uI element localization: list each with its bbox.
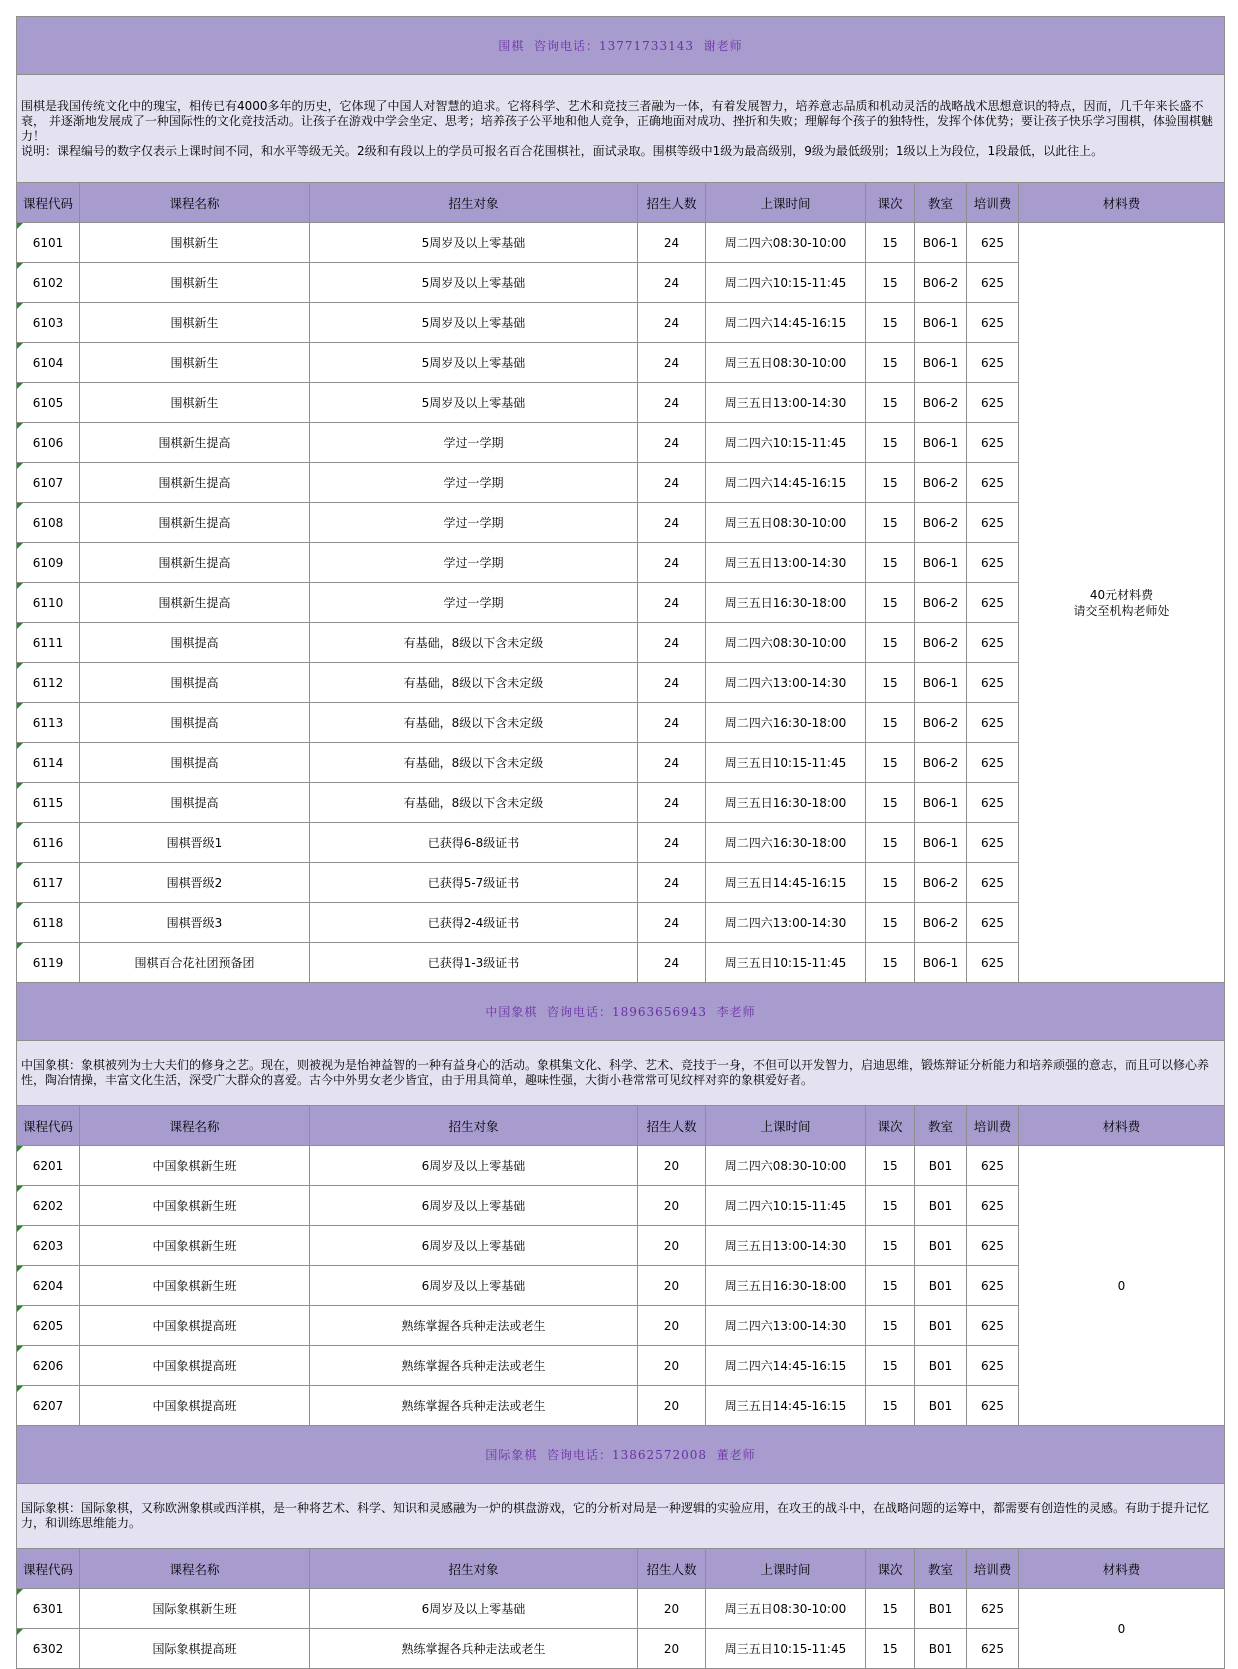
session-count-cell: 15 — [866, 583, 915, 623]
course-name-cell: 围棋新生提高 — [80, 543, 310, 583]
tuition-fee-cell: 625 — [967, 1589, 1019, 1629]
enroll-target-cell: 熟练掌握各兵种走法或老生 — [310, 1386, 638, 1426]
section-title-row — [17, 983, 1225, 1041]
enroll-count-cell: 20 — [638, 1629, 706, 1669]
section-title-row — [17, 1426, 1225, 1484]
course-code-cell: 6116 — [17, 823, 80, 863]
session-count-cell: 15 — [866, 943, 915, 983]
enroll-count-cell: 24 — [638, 423, 706, 463]
course-name-cell: 围棋提高 — [80, 743, 310, 783]
class-time-cell: 周二四六08:30-10:00 — [706, 623, 866, 663]
column-header: 招生人数 — [638, 1549, 706, 1589]
course-code-cell: 6112 — [17, 663, 80, 703]
course-name-cell: 中国象棋提高班 — [80, 1386, 310, 1426]
tuition-fee-cell: 625 — [967, 1146, 1019, 1186]
section-description-row — [17, 1041, 1225, 1106]
tuition-fee-cell: 625 — [967, 463, 1019, 503]
class-time-cell: 周三五日10:15-11:45 — [706, 943, 866, 983]
enroll-target-cell: 熟练掌握各兵种走法或老生 — [310, 1346, 638, 1386]
course-code-cell: 6111 — [17, 623, 80, 663]
class-time-cell: 周三五日14:45-16:15 — [706, 1386, 866, 1426]
course-name-cell: 围棋晋级1 — [80, 823, 310, 863]
session-count-cell: 15 — [866, 1186, 915, 1226]
session-count-cell: 15 — [866, 1266, 915, 1306]
column-header: 培训费 — [967, 1549, 1019, 1589]
enroll-count-cell: 24 — [638, 303, 706, 343]
column-header: 材料费 — [1019, 1106, 1225, 1146]
course-name-cell: 中国象棋新生班 — [80, 1186, 310, 1226]
enroll-target-cell: 学过一学期 — [310, 583, 638, 623]
course-code-cell: 6103 — [17, 303, 80, 343]
enroll-target-cell: 已获得2-4级证书 — [310, 903, 638, 943]
course-code-cell: 6301 — [17, 1589, 80, 1629]
tuition-fee-cell: 625 — [967, 263, 1019, 303]
course-name-cell: 围棋提高 — [80, 623, 310, 663]
enroll-target-cell: 5周岁及以上零基础 — [310, 223, 638, 263]
session-count-cell: 15 — [866, 1146, 915, 1186]
column-header: 培训费 — [967, 183, 1019, 223]
tuition-fee-cell: 625 — [967, 743, 1019, 783]
column-header: 上课时间 — [706, 1106, 866, 1146]
table-row — [17, 1589, 1225, 1629]
session-count-cell: 15 — [866, 663, 915, 703]
class-time-cell: 周二四六14:45-16:15 — [706, 303, 866, 343]
enroll-count-cell: 24 — [638, 343, 706, 383]
course-name-cell: 围棋新生提高 — [80, 583, 310, 623]
enroll-count-cell: 20 — [638, 1589, 706, 1629]
enroll-count-cell: 20 — [638, 1306, 706, 1346]
column-header: 教室 — [915, 183, 967, 223]
tuition-fee-cell: 625 — [967, 343, 1019, 383]
column-header: 招生人数 — [638, 183, 706, 223]
table-row — [17, 223, 1225, 263]
column-header: 课程名称 — [80, 1549, 310, 1589]
course-code-cell: 6109 — [17, 543, 80, 583]
course-name-cell: 围棋新生 — [80, 223, 310, 263]
section-title: 国际象棋 咨询电话：13862572008 董老师 — [17, 1426, 1225, 1484]
tuition-fee-cell: 625 — [967, 1346, 1019, 1386]
enroll-target-cell: 6周岁及以上零基础 — [310, 1146, 638, 1186]
enroll-target-cell: 有基础，8级以下含未定级 — [310, 623, 638, 663]
course-code-cell: 6114 — [17, 743, 80, 783]
class-time-cell: 周三五日13:00-14:30 — [706, 1226, 866, 1266]
classroom-cell: B06-1 — [915, 303, 967, 343]
enroll-count-cell: 24 — [638, 783, 706, 823]
table-row — [17, 1146, 1225, 1186]
description-paragraph: 围棋是我国传统文化中的瑰宝，相传已有4000多年的历史，它体现了中国人对智慧的追求。它将科学、艺术和竞技三者融为一体，有着发展智力，培养意志品质和机动灵活的战略战术思想意识的特点，因而，几千年来长盛不衰， 并逐渐地发展成了一种国际性的文化竞技活动。让孩子在游戏中学会坐定、思考；培养孩子公平地和他人竞争，正确地面对成功、挫折和失败；理解每个孩子的独特性，发挥个体优势；要让孩子快乐学习围棋，体验围棋魅力！ — [21, 98, 1213, 143]
enroll-target-cell: 6周岁及以上零基础 — [310, 1226, 638, 1266]
course-name-cell: 国际象棋提高班 — [80, 1629, 310, 1669]
course-name-cell: 围棋新生提高 — [80, 463, 310, 503]
class-time-cell: 周二四六13:00-14:30 — [706, 1306, 866, 1346]
tuition-fee-cell: 625 — [967, 663, 1019, 703]
classroom-cell: B06-2 — [915, 863, 967, 903]
enroll-count-cell: 24 — [638, 823, 706, 863]
course-name-cell: 围棋晋级2 — [80, 863, 310, 903]
classroom-cell: B06-2 — [915, 383, 967, 423]
course-code-cell: 6205 — [17, 1306, 80, 1346]
enroll-target-cell: 学过一学期 — [310, 543, 638, 583]
section-description — [17, 1041, 1225, 1106]
course-code-cell: 6101 — [17, 223, 80, 263]
column-header: 教室 — [915, 1549, 967, 1589]
class-time-cell: 周三五日08:30-10:00 — [706, 503, 866, 543]
classroom-cell: B06-1 — [915, 823, 967, 863]
tuition-fee-cell: 625 — [967, 583, 1019, 623]
classroom-cell: B06-1 — [915, 943, 967, 983]
tuition-fee-cell: 625 — [967, 1186, 1019, 1226]
session-count-cell: 15 — [866, 223, 915, 263]
course-table — [16, 16, 1225, 1669]
course-name-cell: 围棋新生 — [80, 383, 310, 423]
session-count-cell: 15 — [866, 263, 915, 303]
column-header: 培训费 — [967, 1106, 1019, 1146]
column-header: 课程名称 — [80, 1106, 310, 1146]
course-code-cell: 6206 — [17, 1346, 80, 1386]
session-count-cell: 15 — [866, 783, 915, 823]
course-name-cell: 中国象棋提高班 — [80, 1306, 310, 1346]
classroom-cell: B06-2 — [915, 703, 967, 743]
session-count-cell: 15 — [866, 343, 915, 383]
classroom-cell: B06-2 — [915, 463, 967, 503]
session-count-cell: 15 — [866, 1386, 915, 1426]
column-header: 课次 — [866, 1549, 915, 1589]
classroom-cell: B06-1 — [915, 343, 967, 383]
class-time-cell: 周二四六10:15-11:45 — [706, 1186, 866, 1226]
session-count-cell: 15 — [866, 863, 915, 903]
class-time-cell: 周二四六10:15-11:45 — [706, 263, 866, 303]
enroll-target-cell: 有基础，8级以下含未定级 — [310, 743, 638, 783]
classroom-cell: B01 — [915, 1306, 967, 1346]
enroll-count-cell: 24 — [638, 263, 706, 303]
class-time-cell: 周三五日10:15-11:45 — [706, 743, 866, 783]
enroll-target-cell: 5周岁及以上零基础 — [310, 303, 638, 343]
course-code-cell: 6204 — [17, 1266, 80, 1306]
description-paragraph: 国际象棋：国际象棋，又称欧洲象棋或西洋棋，是一种将艺术、科学、知识和灵感融为一炉的棋盘游戏，它的分析对局是一种逻辑的实验应用，在攻王的战斗中，在战略问题的运筹中，都需要有创造性的灵感。有助于提升记忆力，和训练思维能力。 — [21, 1501, 1210, 1530]
classroom-cell: B06-2 — [915, 623, 967, 663]
course-code-cell: 6110 — [17, 583, 80, 623]
enroll-count-cell: 24 — [638, 583, 706, 623]
enroll-target-cell: 5周岁及以上零基础 — [310, 263, 638, 303]
section-title: 中国象棋 咨询电话：18963656943 李老师 — [17, 983, 1225, 1041]
class-time-cell: 周三五日14:45-16:15 — [706, 863, 866, 903]
column-header: 上课时间 — [706, 1549, 866, 1589]
course-schedule-sheet — [16, 16, 1224, 1669]
course-code-cell: 6106 — [17, 423, 80, 463]
section-description — [17, 1484, 1225, 1549]
enroll-count-cell: 24 — [638, 903, 706, 943]
course-code-cell: 6113 — [17, 703, 80, 743]
classroom-cell: B01 — [915, 1186, 967, 1226]
enroll-count-cell: 20 — [638, 1226, 706, 1266]
tuition-fee-cell: 625 — [967, 823, 1019, 863]
enroll-count-cell: 24 — [638, 543, 706, 583]
enroll-target-cell: 熟练掌握各兵种走法或老生 — [310, 1629, 638, 1669]
class-time-cell: 周三五日13:00-14:30 — [706, 543, 866, 583]
session-count-cell: 15 — [866, 743, 915, 783]
session-count-cell: 15 — [866, 1226, 915, 1266]
course-name-cell: 围棋新生 — [80, 263, 310, 303]
session-count-cell: 15 — [866, 463, 915, 503]
table-header-row — [17, 1106, 1225, 1146]
tuition-fee-cell: 625 — [967, 383, 1019, 423]
class-time-cell: 周二四六13:00-14:30 — [706, 663, 866, 703]
material-fee-cell: 0 — [1019, 1146, 1225, 1426]
table-header-row — [17, 183, 1225, 223]
classroom-cell: B01 — [915, 1629, 967, 1669]
course-code-cell: 6202 — [17, 1186, 80, 1226]
classroom-cell: B06-2 — [915, 583, 967, 623]
column-header: 上课时间 — [706, 183, 866, 223]
column-header: 课次 — [866, 183, 915, 223]
tuition-fee-cell: 625 — [967, 943, 1019, 983]
enroll-count-cell: 24 — [638, 663, 706, 703]
enroll-count-cell: 20 — [638, 1346, 706, 1386]
class-time-cell: 周二四六14:45-16:15 — [706, 463, 866, 503]
column-header: 招生对象 — [310, 183, 638, 223]
session-count-cell: 15 — [866, 903, 915, 943]
enroll-target-cell: 已获得5-7级证书 — [310, 863, 638, 903]
course-name-cell: 围棋新生提高 — [80, 423, 310, 463]
course-code-cell: 6105 — [17, 383, 80, 423]
enroll-target-cell: 学过一学期 — [310, 423, 638, 463]
enroll-target-cell: 已获得6-8级证书 — [310, 823, 638, 863]
enroll-target-cell: 已获得1-3级证书 — [310, 943, 638, 983]
section-title-row — [17, 17, 1225, 75]
class-time-cell: 周二四六08:30-10:00 — [706, 1146, 866, 1186]
session-count-cell: 15 — [866, 1346, 915, 1386]
course-code-cell: 6119 — [17, 943, 80, 983]
classroom-cell: B06-2 — [915, 903, 967, 943]
class-time-cell: 周三五日08:30-10:00 — [706, 343, 866, 383]
column-header: 教室 — [915, 1106, 967, 1146]
section-description-row — [17, 1484, 1225, 1549]
enroll-count-cell: 20 — [638, 1386, 706, 1426]
tuition-fee-cell: 625 — [967, 623, 1019, 663]
course-code-cell: 6302 — [17, 1629, 80, 1669]
session-count-cell: 15 — [866, 543, 915, 583]
tuition-fee-cell: 625 — [967, 543, 1019, 583]
tuition-fee-cell: 625 — [967, 423, 1019, 463]
class-time-cell: 周二四六08:30-10:00 — [706, 223, 866, 263]
column-header: 课程代码 — [17, 183, 80, 223]
course-name-cell: 围棋新生 — [80, 343, 310, 383]
class-time-cell: 周三五日08:30-10:00 — [706, 1589, 866, 1629]
class-time-cell: 周三五日16:30-18:00 — [706, 583, 866, 623]
enroll-target-cell: 6周岁及以上零基础 — [310, 1266, 638, 1306]
column-header: 材料费 — [1019, 1549, 1225, 1589]
tuition-fee-cell: 625 — [967, 903, 1019, 943]
course-code-cell: 6118 — [17, 903, 80, 943]
classroom-cell: B06-1 — [915, 423, 967, 463]
classroom-cell: B01 — [915, 1589, 967, 1629]
column-header: 招生对象 — [310, 1106, 638, 1146]
enroll-target-cell: 有基础，8级以下含未定级 — [310, 783, 638, 823]
enroll-count-cell: 24 — [638, 463, 706, 503]
enroll-target-cell: 有基础，8级以下含未定级 — [310, 703, 638, 743]
classroom-cell: B06-1 — [915, 543, 967, 583]
course-code-cell: 6117 — [17, 863, 80, 903]
tuition-fee-cell: 625 — [967, 1266, 1019, 1306]
enroll-count-cell: 24 — [638, 223, 706, 263]
enroll-count-cell: 24 — [638, 743, 706, 783]
classroom-cell: B06-2 — [915, 503, 967, 543]
material-fee-cell: 40元材料费 请交至机构老师处 — [1019, 223, 1225, 983]
classroom-cell: B06-1 — [915, 783, 967, 823]
description-paragraph: 中国象棋：象棋被列为士大夫们的修身之艺。现在，则被视为是怡神益智的一种有益身心的活动。象棋集文化、科学、艺术、竞技于一身，不但可以开发智力，启迪思维，锻炼辩证分析能力和培养顽强的意志，而且可以修心养性，陶冶情操，丰富文化生活，深受广大群众的喜爱。古今中外男女老少皆宜，由于用具简单，趣味性强，大街小巷常常可见纹枰对弈的象棋爱好者。 — [21, 1058, 1210, 1087]
enroll-count-cell: 20 — [638, 1266, 706, 1306]
session-count-cell: 15 — [866, 1589, 915, 1629]
course-name-cell: 围棋新生 — [80, 303, 310, 343]
enroll-count-cell: 24 — [638, 503, 706, 543]
course-code-cell: 6107 — [17, 463, 80, 503]
course-code-cell: 6102 — [17, 263, 80, 303]
column-header: 材料费 — [1019, 183, 1225, 223]
class-time-cell: 周三五日16:30-18:00 — [706, 1266, 866, 1306]
section-title: 围棋 咨询电话：13771733143 谢老师 — [17, 17, 1225, 75]
session-count-cell: 15 — [866, 1306, 915, 1346]
course-code-cell: 6201 — [17, 1146, 80, 1186]
enroll-count-cell: 24 — [638, 383, 706, 423]
course-code-cell: 6104 — [17, 343, 80, 383]
course-name-cell: 围棋晋级3 — [80, 903, 310, 943]
classroom-cell: B06-2 — [915, 743, 967, 783]
classroom-cell: B01 — [915, 1226, 967, 1266]
enroll-target-cell: 5周岁及以上零基础 — [310, 343, 638, 383]
course-name-cell: 围棋新生提高 — [80, 503, 310, 543]
section-description-row — [17, 75, 1225, 183]
column-header: 课次 — [866, 1106, 915, 1146]
classroom-cell: B01 — [915, 1386, 967, 1426]
classroom-cell: B06-1 — [915, 663, 967, 703]
session-count-cell: 15 — [866, 383, 915, 423]
course-name-cell: 围棋提高 — [80, 663, 310, 703]
course-name-cell: 中国象棋提高班 — [80, 1346, 310, 1386]
tuition-fee-cell: 625 — [967, 1629, 1019, 1669]
column-header: 课程代码 — [17, 1106, 80, 1146]
course-name-cell: 中国象棋新生班 — [80, 1266, 310, 1306]
enroll-target-cell: 学过一学期 — [310, 463, 638, 503]
course-code-cell: 6203 — [17, 1226, 80, 1266]
classroom-cell: B06-1 — [915, 223, 967, 263]
tuition-fee-cell: 625 — [967, 703, 1019, 743]
column-header: 课程代码 — [17, 1549, 80, 1589]
tuition-fee-cell: 625 — [967, 1386, 1019, 1426]
session-count-cell: 15 — [866, 423, 915, 463]
column-header: 课程名称 — [80, 183, 310, 223]
enroll-count-cell: 24 — [638, 623, 706, 663]
classroom-cell: B01 — [915, 1346, 967, 1386]
class-time-cell: 周二四六10:15-11:45 — [706, 423, 866, 463]
tuition-fee-cell: 625 — [967, 863, 1019, 903]
class-time-cell: 周三五日10:15-11:45 — [706, 1629, 866, 1669]
course-name-cell: 围棋提高 — [80, 783, 310, 823]
course-name-cell: 中国象棋新生班 — [80, 1226, 310, 1266]
enroll-target-cell: 6周岁及以上零基础 — [310, 1589, 638, 1629]
session-count-cell: 15 — [866, 303, 915, 343]
session-count-cell: 15 — [866, 503, 915, 543]
enroll-count-cell: 24 — [638, 863, 706, 903]
tuition-fee-cell: 625 — [967, 783, 1019, 823]
class-time-cell: 周二四六14:45-16:15 — [706, 1346, 866, 1386]
column-header: 招生对象 — [310, 1549, 638, 1589]
description-paragraph: 说明：课程编号的数字仅表示上课时间不同，和水平等级无关。2级和有段以上的学员可报名百合花围棋社，面试录取。围棋等级中1级为最高级别，9级为最低级别；1级以上为段位，1段最低，以此往上。 — [21, 143, 1104, 158]
enroll-target-cell: 5周岁及以上零基础 — [310, 383, 638, 423]
class-time-cell: 周二四六16:30-18:00 — [706, 823, 866, 863]
course-name-cell: 中国象棋新生班 — [80, 1146, 310, 1186]
section-description — [17, 75, 1225, 183]
tuition-fee-cell: 625 — [967, 1226, 1019, 1266]
tuition-fee-cell: 625 — [967, 503, 1019, 543]
course-code-cell: 6108 — [17, 503, 80, 543]
classroom-cell: B01 — [915, 1146, 967, 1186]
enroll-count-cell: 20 — [638, 1146, 706, 1186]
enroll-count-cell: 24 — [638, 943, 706, 983]
course-name-cell: 围棋百合花社团预备团 — [80, 943, 310, 983]
class-time-cell: 周三五日13:00-14:30 — [706, 383, 866, 423]
course-name-cell: 围棋提高 — [80, 703, 310, 743]
enroll-target-cell: 6周岁及以上零基础 — [310, 1186, 638, 1226]
course-code-cell: 6115 — [17, 783, 80, 823]
enroll-count-cell: 20 — [638, 1186, 706, 1226]
class-time-cell: 周二四六13:00-14:30 — [706, 903, 866, 943]
enroll-target-cell: 熟练掌握各兵种走法或老生 — [310, 1306, 638, 1346]
class-time-cell: 周三五日16:30-18:00 — [706, 783, 866, 823]
class-time-cell: 周二四六16:30-18:00 — [706, 703, 866, 743]
session-count-cell: 15 — [866, 823, 915, 863]
column-header: 招生人数 — [638, 1106, 706, 1146]
course-name-cell: 国际象棋新生班 — [80, 1589, 310, 1629]
session-count-cell: 15 — [866, 703, 915, 743]
enroll-count-cell: 24 — [638, 703, 706, 743]
tuition-fee-cell: 625 — [967, 303, 1019, 343]
material-fee-cell: 0 — [1019, 1589, 1225, 1669]
course-code-cell: 6207 — [17, 1386, 80, 1426]
enroll-target-cell: 学过一学期 — [310, 503, 638, 543]
enroll-target-cell: 有基础，8级以下含未定级 — [310, 663, 638, 703]
tuition-fee-cell: 625 — [967, 223, 1019, 263]
tuition-fee-cell: 625 — [967, 1306, 1019, 1346]
classroom-cell: B06-2 — [915, 263, 967, 303]
classroom-cell: B01 — [915, 1266, 967, 1306]
session-count-cell: 15 — [866, 1629, 915, 1669]
table-header-row — [17, 1549, 1225, 1589]
session-count-cell: 15 — [866, 623, 915, 663]
